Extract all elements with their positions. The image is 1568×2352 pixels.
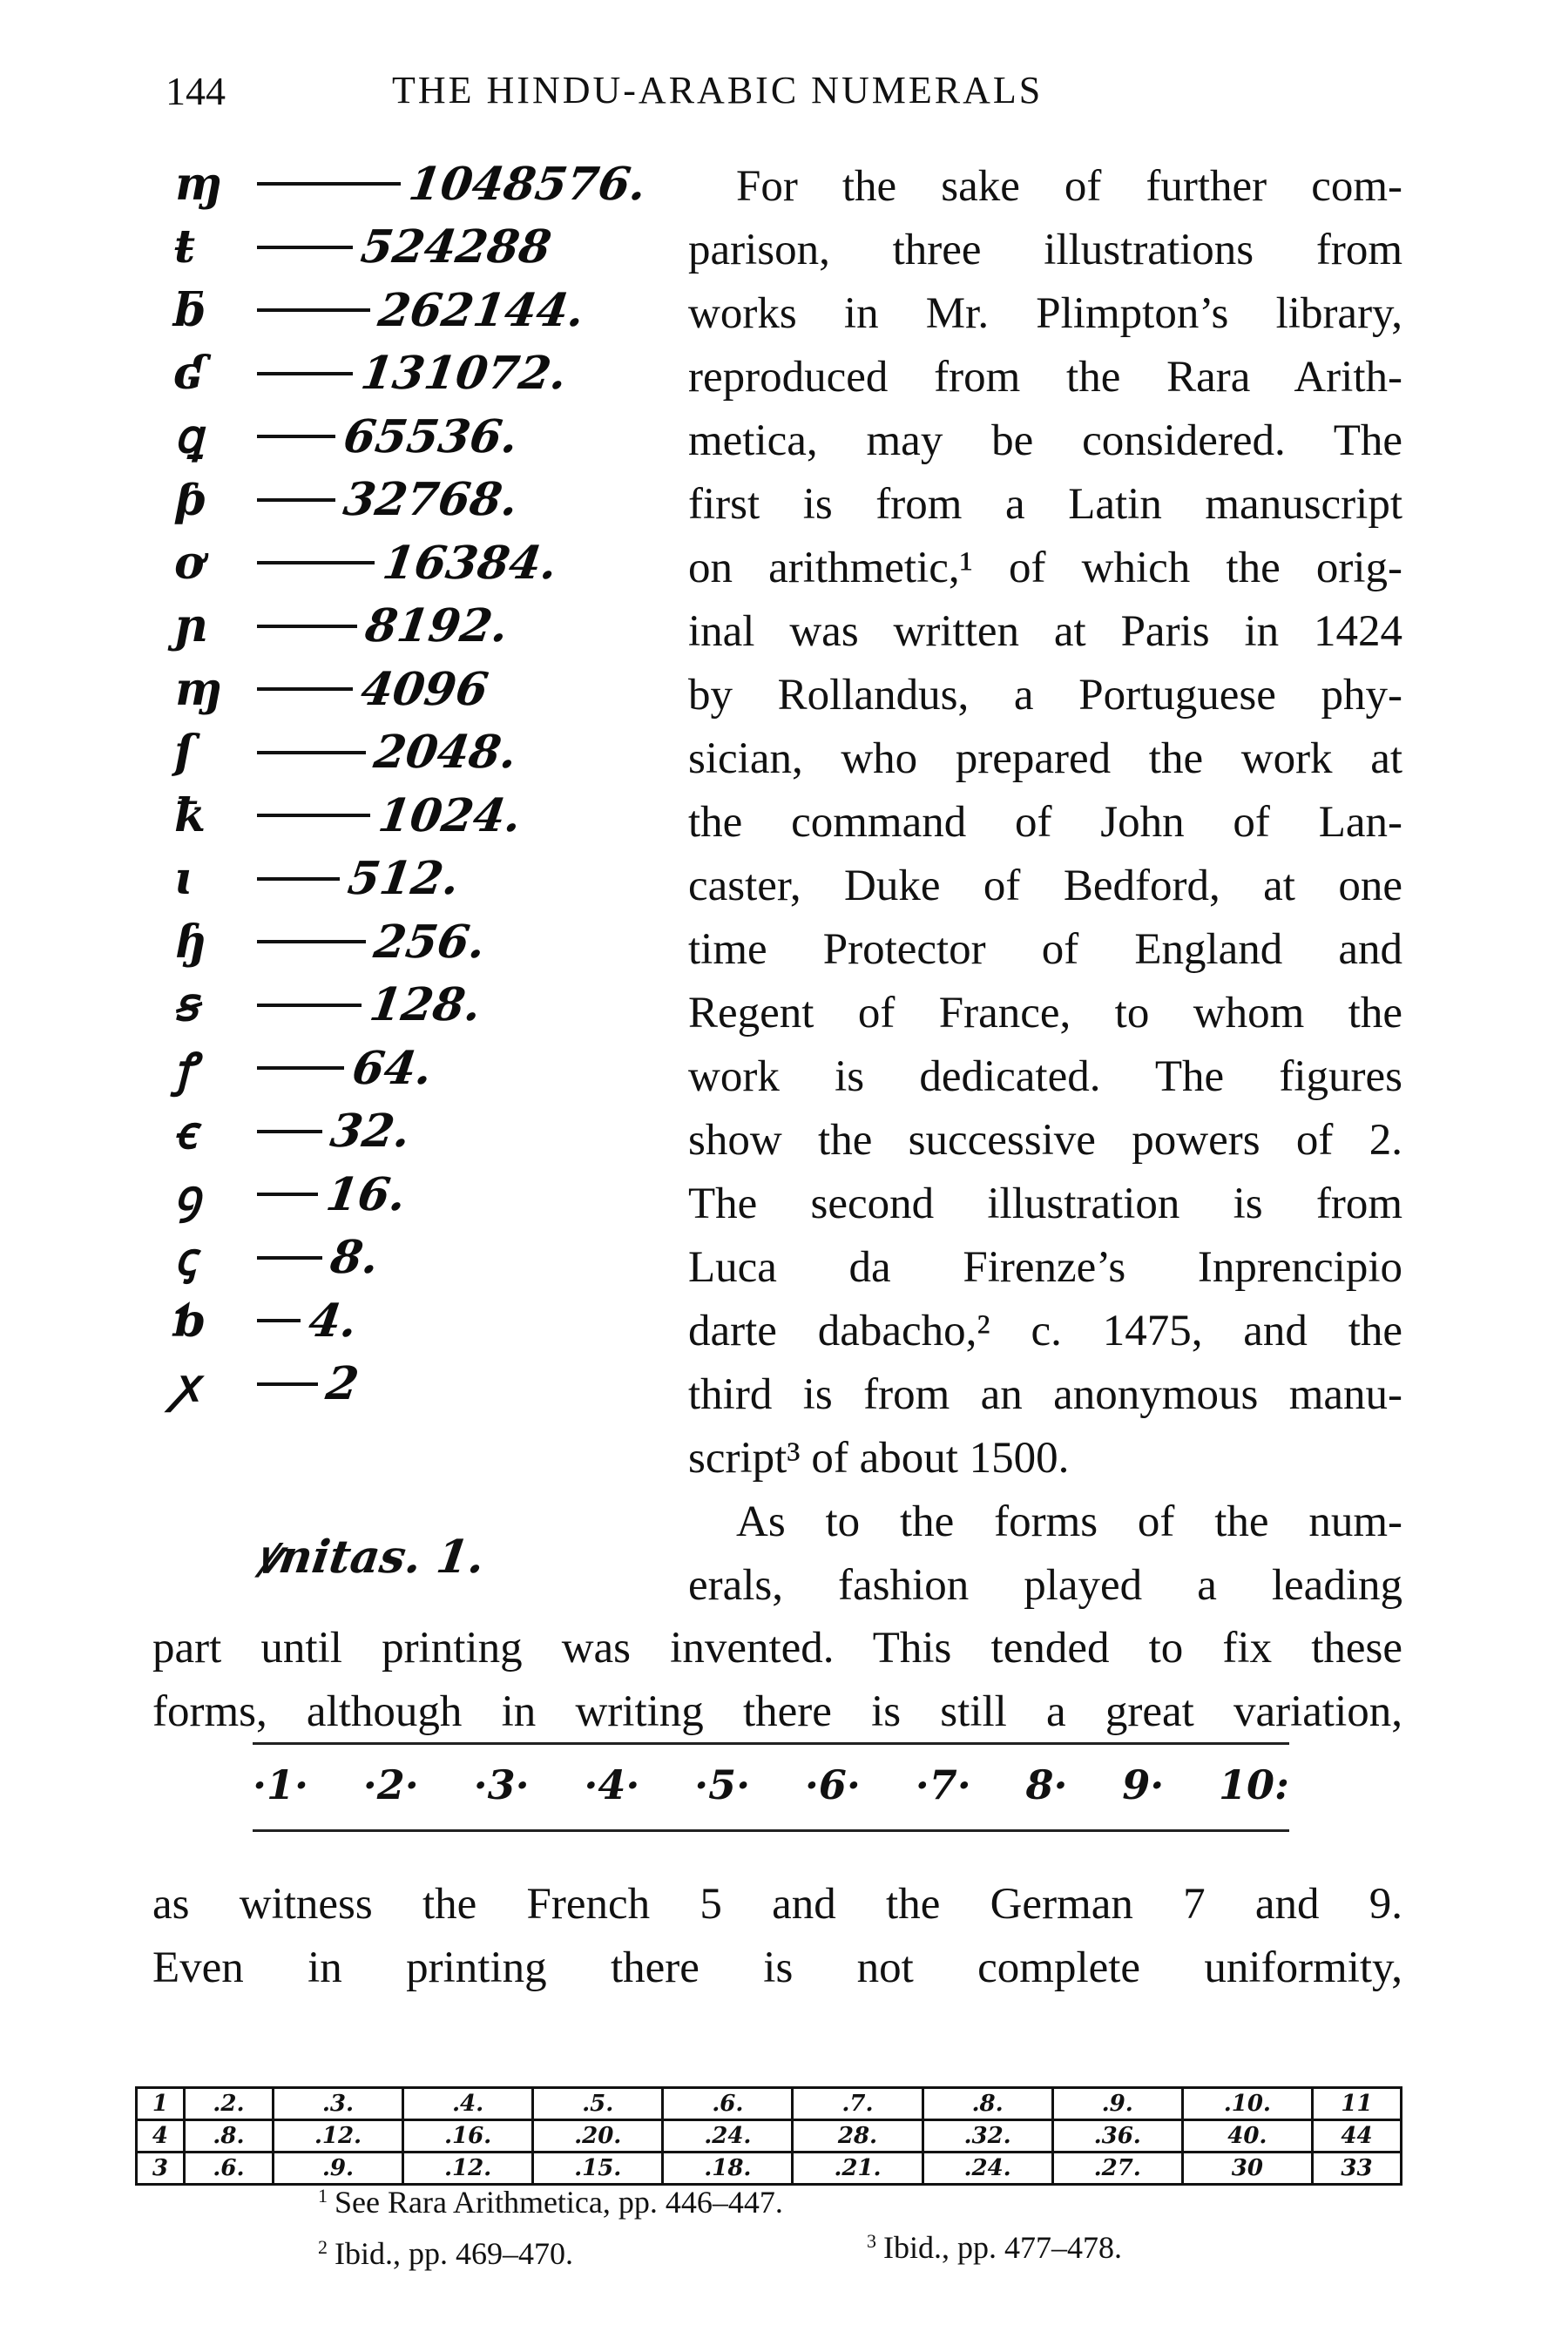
manuscript-glyph: ɧ xyxy=(174,915,207,969)
table-cell: .12. xyxy=(273,2120,402,2153)
table-cell: 44 xyxy=(1312,2120,1401,2153)
text-line: erals, fashion played a leading xyxy=(688,1561,1402,1610)
strip-numeral: ·2· xyxy=(362,1761,419,1808)
manuscript-value: 16. xyxy=(322,1167,409,1221)
manuscript-value: 256. xyxy=(370,915,489,969)
manuscript-glyph: ꝯ xyxy=(174,1169,201,1223)
manuscript-value: 512. xyxy=(344,852,463,906)
running-header xyxy=(148,68,1420,129)
manuscript-row xyxy=(174,848,679,911)
manuscript-value: 32768. xyxy=(340,473,522,527)
manuscript-value: 2 xyxy=(322,1357,362,1411)
manuscript-dash xyxy=(257,1193,318,1196)
manuscript-final-word: ꝟnitas. 1. xyxy=(253,1531,489,1584)
text-line: work is dedicated. The figures xyxy=(688,1052,1402,1101)
table-cell: .8. xyxy=(923,2088,1052,2120)
full-width-paragraph xyxy=(152,1617,1402,1744)
text-line: script³ of about 1500. xyxy=(688,1434,1070,1483)
text-line: forms, although in writing there is still a great variation, xyxy=(152,1687,1402,1736)
after-strip-paragraph xyxy=(152,1873,1402,2000)
strip-numeral: ·1· xyxy=(253,1761,309,1808)
table-cell: .24. xyxy=(663,2120,793,2153)
table-cell: 4 xyxy=(137,2120,185,2153)
table-cell: 33 xyxy=(1312,2153,1401,2185)
table-cell: .3. xyxy=(273,2088,402,2120)
manuscript-dash xyxy=(257,308,370,312)
manuscript-value: 128. xyxy=(366,978,484,1032)
manuscript-row xyxy=(174,974,679,1037)
manuscript-glyph: ŧ xyxy=(174,220,196,274)
table-cell: .5. xyxy=(533,2088,663,2120)
manuscript-dash xyxy=(257,1004,362,1007)
right-column-text xyxy=(688,155,1402,1618)
text-line: by Rollandus, a Portuguese phy- xyxy=(688,671,1402,720)
page-number: 144 xyxy=(166,69,226,113)
manuscript-dash xyxy=(257,625,357,628)
manuscript-row xyxy=(174,216,679,280)
manuscript-row xyxy=(174,1289,679,1353)
manuscript-dash xyxy=(257,1130,322,1133)
manuscript-glyph: ƅ xyxy=(174,1294,206,1348)
text-line: the command of John of Lan- xyxy=(688,798,1402,847)
table-cell: .27. xyxy=(1052,2153,1182,2185)
footnote-1: $^1$ See Rara Arithmetica, pp. 446–447. xyxy=(318,2185,783,2220)
table-cell: .24. xyxy=(923,2153,1052,2185)
manuscript-value: 32. xyxy=(327,1105,414,1159)
table-cell: .16. xyxy=(403,2120,533,2153)
text-line: Luca da Firenze’s Inprencipio xyxy=(688,1243,1402,1292)
text-line: first is from a Latin manuscript xyxy=(688,480,1402,529)
manuscript-glyph: ƥ xyxy=(174,473,206,527)
text-line: parison, three illustrations from xyxy=(688,226,1402,274)
text-line: time Protector of England and xyxy=(688,925,1402,974)
manuscript-figure xyxy=(174,152,679,1642)
manuscript-dash xyxy=(257,1382,318,1386)
text-line: metica, may be considered. The xyxy=(688,416,1402,465)
manuscript-value: 2048. xyxy=(370,726,521,780)
manuscript-dash xyxy=(257,561,375,564)
table-cell: .6. xyxy=(663,2088,793,2120)
manuscript-value: 65536. xyxy=(340,409,522,463)
numeral-table xyxy=(135,2086,1402,2186)
manuscript-row xyxy=(174,1227,679,1290)
strip-numeral: ·4· xyxy=(584,1761,640,1808)
manuscript-glyph: ɲ xyxy=(174,599,207,653)
manuscript-dash xyxy=(257,1256,322,1260)
table-cell: .7. xyxy=(793,2088,923,2120)
manuscript-glyph: ɱ xyxy=(174,157,223,211)
text-line: Even in printing there is not complete uniformity, xyxy=(152,1943,1402,1992)
manuscript-glyph: ɩ xyxy=(174,852,192,906)
strip-numeral: ·6· xyxy=(804,1761,861,1808)
table-cell: .10. xyxy=(1182,2088,1312,2120)
manuscript-value: 131072. xyxy=(357,347,571,401)
footnote-2: $^2$ Ibid., pp. 469–470. xyxy=(318,2236,573,2271)
manuscript-dash xyxy=(257,1319,301,1322)
strip-bottom-rule xyxy=(253,1829,1289,1832)
table-cell: .18. xyxy=(663,2153,793,2185)
manuscript-dash xyxy=(257,940,366,943)
table-cell: 40. xyxy=(1182,2120,1312,2153)
text-line: Regent of France, to whom the xyxy=(688,989,1402,1037)
table-cell: 3 xyxy=(137,2153,185,2185)
manuscript-row xyxy=(174,910,679,974)
text-line: show the successive powers of 2. xyxy=(688,1116,1402,1165)
text-line: The second illustration is from xyxy=(688,1179,1402,1228)
table-cell: 28. xyxy=(793,2120,923,2153)
text-line: part until printing was invented. This tended to fix these xyxy=(152,1624,1402,1673)
text-line: For the sake of further com- xyxy=(736,162,1402,211)
table-cell: .15. xyxy=(533,2153,663,2185)
manuscript-glyph: ꞩ xyxy=(174,978,199,1032)
manuscript-glyph: ꞔ xyxy=(174,1233,196,1287)
manuscript-value: 64. xyxy=(348,1041,436,1095)
running-title: THE HINDU-ARABIC NUMERALS xyxy=(392,69,1044,112)
manuscript-glyph: ꝗ xyxy=(174,409,204,463)
manuscript-glyph: ꝭ xyxy=(174,1043,196,1097)
table-cell: .2. xyxy=(184,2088,273,2120)
strip-numeral: 9· xyxy=(1122,1761,1165,1808)
strip-top-rule xyxy=(253,1742,1289,1745)
text-line: inal was written at Paris in 1424 xyxy=(688,607,1402,656)
manuscript-glyph: ơ xyxy=(174,536,205,590)
table-cell: .8. xyxy=(184,2120,273,2153)
manuscript-dash xyxy=(257,751,366,754)
manuscript-row xyxy=(174,595,679,659)
manuscript-dash xyxy=(257,877,340,881)
manuscript-value: 262144. xyxy=(375,283,588,337)
manuscript-row xyxy=(174,279,679,342)
manuscript-row xyxy=(174,1037,679,1100)
manuscript-value: 8192. xyxy=(362,599,512,653)
manuscript-row xyxy=(174,721,679,785)
manuscript-dash xyxy=(257,687,353,691)
footnote-3: $^3$ Ibid., pp. 477–478. xyxy=(867,2230,1122,2265)
manuscript-row xyxy=(174,658,679,721)
text-line: works in Mr. Plimpton’s library, xyxy=(688,289,1402,338)
text-line: darte dabacho,² c. 1475, and the xyxy=(688,1307,1402,1355)
table-cell: .9. xyxy=(1052,2088,1182,2120)
manuscript-dash xyxy=(257,246,353,249)
text-line: reproduced from the Rara Arith- xyxy=(688,353,1402,402)
manuscript-value: 8. xyxy=(327,1231,382,1285)
table-cell: .9. xyxy=(273,2153,402,2185)
strip-numeral: ·7· xyxy=(915,1761,971,1808)
table-cell: .21. xyxy=(793,2153,923,2185)
manuscript-value: 4. xyxy=(305,1294,361,1348)
manuscript-value: 1048576. xyxy=(405,157,650,211)
manuscript-value: 1024. xyxy=(375,788,525,842)
manuscript-row xyxy=(174,152,679,216)
table-cell: .12. xyxy=(403,2153,533,2185)
manuscript-dash xyxy=(257,372,353,375)
manuscript-glyph: ſ xyxy=(174,726,194,780)
table-cell: .6. xyxy=(184,2153,273,2185)
manuscript-dash xyxy=(257,814,370,817)
printed-numeral-strip xyxy=(253,1742,1289,1838)
manuscript-value: 524288 xyxy=(357,220,555,274)
table-row xyxy=(137,2088,1402,2120)
text-line: as witness the French 5 and the German 7 and 9. xyxy=(152,1880,1402,1929)
manuscript-dash xyxy=(257,435,335,438)
table-cell: .36. xyxy=(1052,2120,1182,2153)
manuscript-row xyxy=(174,1163,679,1227)
table-cell: .32. xyxy=(923,2120,1052,2153)
manuscript-dash xyxy=(257,182,401,186)
manuscript-glyph: ꭗ xyxy=(174,1359,199,1413)
manuscript-row xyxy=(174,469,679,532)
manuscript-glyph: ꝁ xyxy=(174,788,206,842)
table-row xyxy=(137,2120,1402,2153)
manuscript-row xyxy=(174,405,679,469)
manuscript-glyph: ʛ xyxy=(174,347,206,401)
text-line: third is from an anonymous manu- xyxy=(688,1370,1402,1419)
strip-numeral: ·5· xyxy=(694,1761,751,1808)
manuscript-value: 16384. xyxy=(379,536,561,590)
table-cell: 1 xyxy=(137,2088,185,2120)
strip-numeral: 10: xyxy=(1219,1761,1289,1808)
table-cell: 11 xyxy=(1312,2088,1401,2120)
manuscript-glyph: ɱ xyxy=(174,662,223,716)
manuscript-row xyxy=(174,342,679,406)
manuscript-dash xyxy=(257,498,335,502)
manuscript-glyph: ƃ xyxy=(174,283,206,337)
table-cell: 30 xyxy=(1182,2153,1312,2185)
manuscript-row xyxy=(174,531,679,595)
manuscript-value: 4096 xyxy=(357,662,492,716)
manuscript-glyph: ꞓ xyxy=(174,1106,196,1160)
text-line: As to the forms of the num- xyxy=(736,1497,1402,1546)
text-line: sician, who prepared the work at xyxy=(688,734,1402,783)
footnotes xyxy=(318,2173,1363,2276)
manuscript-row xyxy=(174,1100,679,1164)
table-cell: .20. xyxy=(533,2120,663,2153)
strip-numeral: 8· xyxy=(1025,1761,1068,1808)
manuscript-row xyxy=(174,1353,679,1416)
strip-numeral: ·3· xyxy=(473,1761,530,1808)
text-line: on arithmetic,¹ of which the orig- xyxy=(688,544,1402,592)
text-line: caster, Duke of Bedford, at one xyxy=(688,862,1402,910)
table-cell: .4. xyxy=(403,2088,533,2120)
manuscript-row xyxy=(174,784,679,848)
manuscript-dash xyxy=(257,1066,344,1070)
